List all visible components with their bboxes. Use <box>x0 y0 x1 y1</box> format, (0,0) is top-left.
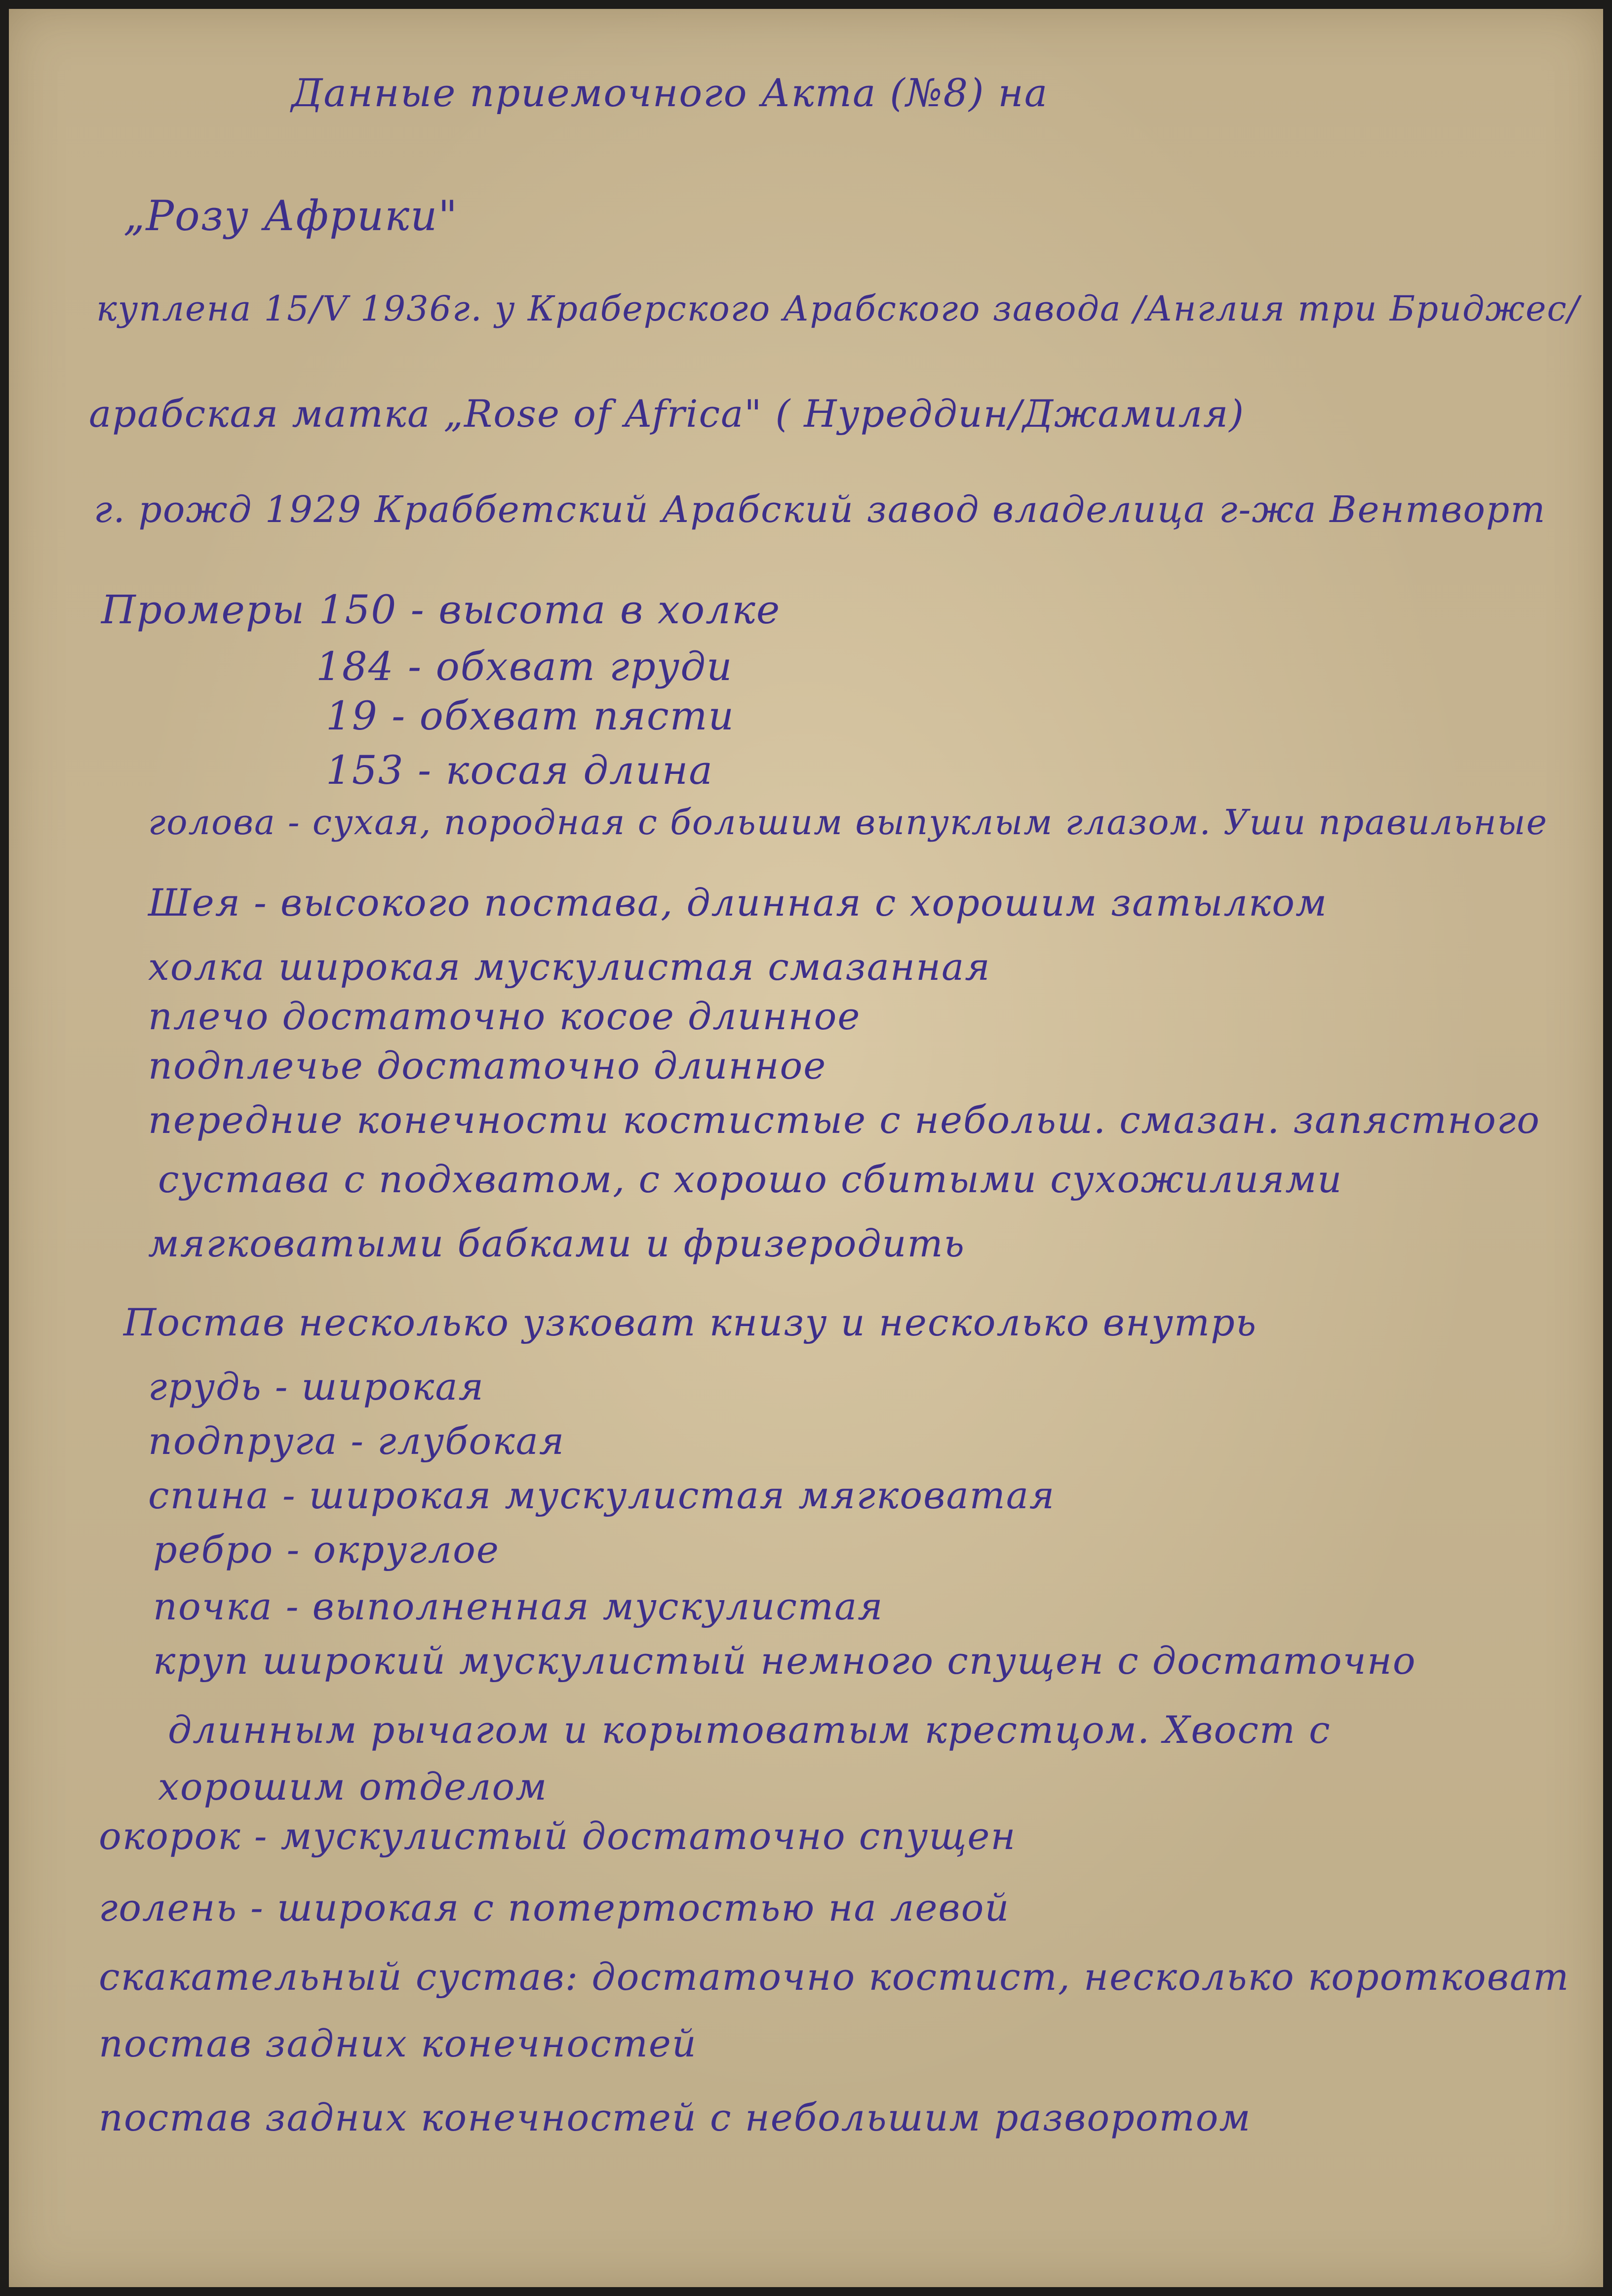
text-line: почка - выполненная мускулистая <box>153 1584 884 1628</box>
text-line: голова - сухая, породная с большим выпуклым глазом. Уши правильные <box>148 802 1548 843</box>
measurement-line: 19 - обхват пясти <box>326 693 735 739</box>
text-line: спина - широкая мускулистая мягковатая <box>148 1473 1056 1517</box>
text-line: хорошим отделом <box>158 1765 548 1809</box>
text-line: ребро - округлое <box>153 1528 500 1571</box>
measurement-line: 153 - косая длина <box>326 747 713 793</box>
text-line: окорок - мускулистый достаточно спущен <box>99 1814 1017 1858</box>
text-line: плечо достаточно косое длинное <box>148 994 861 1038</box>
text-line: скакательный сустав: достаточно костист, несколько коротковат <box>99 1955 1570 1999</box>
text-line: куплена 15/V 1936г. у Краберского Арабского завода /Англия три Бриджес/ <box>96 288 1580 329</box>
text-line: холка широкая мускулистая смазанная <box>148 945 991 989</box>
text-line: длинным рычагом и корытоватым крестцом. Хвост с <box>168 1708 1331 1752</box>
horse-name: „Розу Африки" <box>123 192 458 240</box>
document-title: Данные приемочного Акта (№8) на <box>291 71 1049 116</box>
text-line: передние конечности костистые с небольш. смазан. запястного <box>148 1098 1540 1142</box>
text-line: грудь - широкая <box>148 1365 485 1409</box>
text-line: Постав несколько узковат книзу и несколько внутрь <box>123 1300 1258 1344</box>
text-line: сустава с подхватом, с хорошо сбитыми сухожилиями <box>158 1157 1343 1201</box>
text-line: круп широкий мускулистый немного спущен с достаточно <box>153 1639 1416 1683</box>
text-line: постав задних конечностей <box>99 2021 697 2065</box>
measurement-line: 184 - обхват груди <box>316 644 733 689</box>
text-line: подпруга - глубокая <box>148 1419 565 1463</box>
text-line: Шея - высокого постава, длинная с хорошим затылком <box>148 881 1328 925</box>
text-line: арабская матка „Rose of Africa" ( Нуреддин/Джамиля) <box>89 392 1245 436</box>
text-line: подплечье достаточно длинное <box>148 1044 827 1088</box>
text-line: голень - широкая с потертостью на левой <box>99 1886 1010 1930</box>
measurement-line: Промеры 150 - высота в холке <box>101 587 781 633</box>
text-line: постав задних конечностей с небольшим разворотом <box>99 2095 1252 2139</box>
text-line: мягковатыми бабками и фризеродить <box>148 1221 965 1265</box>
text-line: г. рожд 1929 Краббетский Арабский завод владелица г-жа Вентворт <box>94 488 1546 531</box>
